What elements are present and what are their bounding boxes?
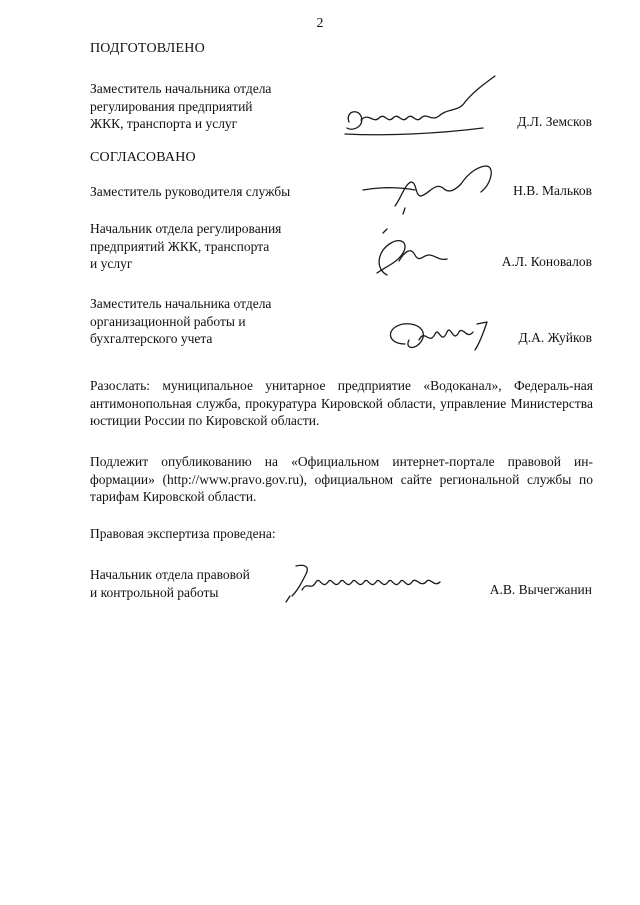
distribution-text: Разослать: муниципальное унитарное предприятие «Водоканал», Федераль-ная антимонопольная служба, прокуратура Кировской области, управление Министерства юстиции России по Кировской области. (90, 378, 593, 428)
role-line: ЖКК, транспорта и услуг (90, 116, 238, 131)
signature-zhuikov (375, 310, 505, 360)
role-line: организационной работы и (90, 313, 246, 329)
role-line: Заместитель руководителя службы (90, 184, 291, 199)
role-line: и услуг (90, 256, 133, 271)
signature-konovalov (365, 225, 465, 285)
role-line: Начальник отдела регулирования (90, 221, 282, 236)
signature-vychegzhanin (280, 556, 470, 606)
role-line: Заместитель начальника отдела (90, 296, 272, 311)
prepared-name: Д.Л. Земсков (517, 114, 592, 129)
legal-review-name: А.В. Вычегжанин (489, 582, 592, 597)
role-line: и контрольной работы (90, 584, 219, 600)
agreed-heading: СОГЛАСОВАНО (90, 150, 196, 165)
agreed-role-3 (90, 295, 271, 348)
page-number: 2 (316, 16, 324, 31)
agreed-name-1: Н.В. Мальков (513, 183, 592, 198)
role-line: Заместитель начальника отдела (90, 81, 272, 96)
role-line: предприятий ЖКК, транспорта (90, 238, 270, 254)
prepared-role (90, 80, 271, 133)
role-line: бухгалтерского учета (90, 331, 213, 346)
role-line: регулирования предприятий (90, 98, 253, 114)
legal-review-role (90, 566, 250, 601)
signature-zemskov (335, 72, 505, 142)
agreed-role-2 (90, 220, 281, 273)
signature-malkov (355, 160, 505, 220)
role-line: Начальник отдела правовой (90, 567, 250, 582)
publication-text: Подлежит опубликованию на «Официальном интернет-портале правовой ин-формации» (http://www.pravo.gov.ru), официальном сайте региональной службы по тарифам Кировской области. (90, 454, 593, 504)
agreed-name-2: А.Л. Коновалов (501, 254, 592, 269)
agreed-name-3: Д.А. Жуйков (518, 330, 592, 345)
agreed-role-1 (90, 183, 290, 201)
prepared-heading: ПОДГОТОВЛЕНО (90, 41, 205, 56)
legal-review-statement: Правовая экспертиза проведена: (90, 526, 276, 541)
